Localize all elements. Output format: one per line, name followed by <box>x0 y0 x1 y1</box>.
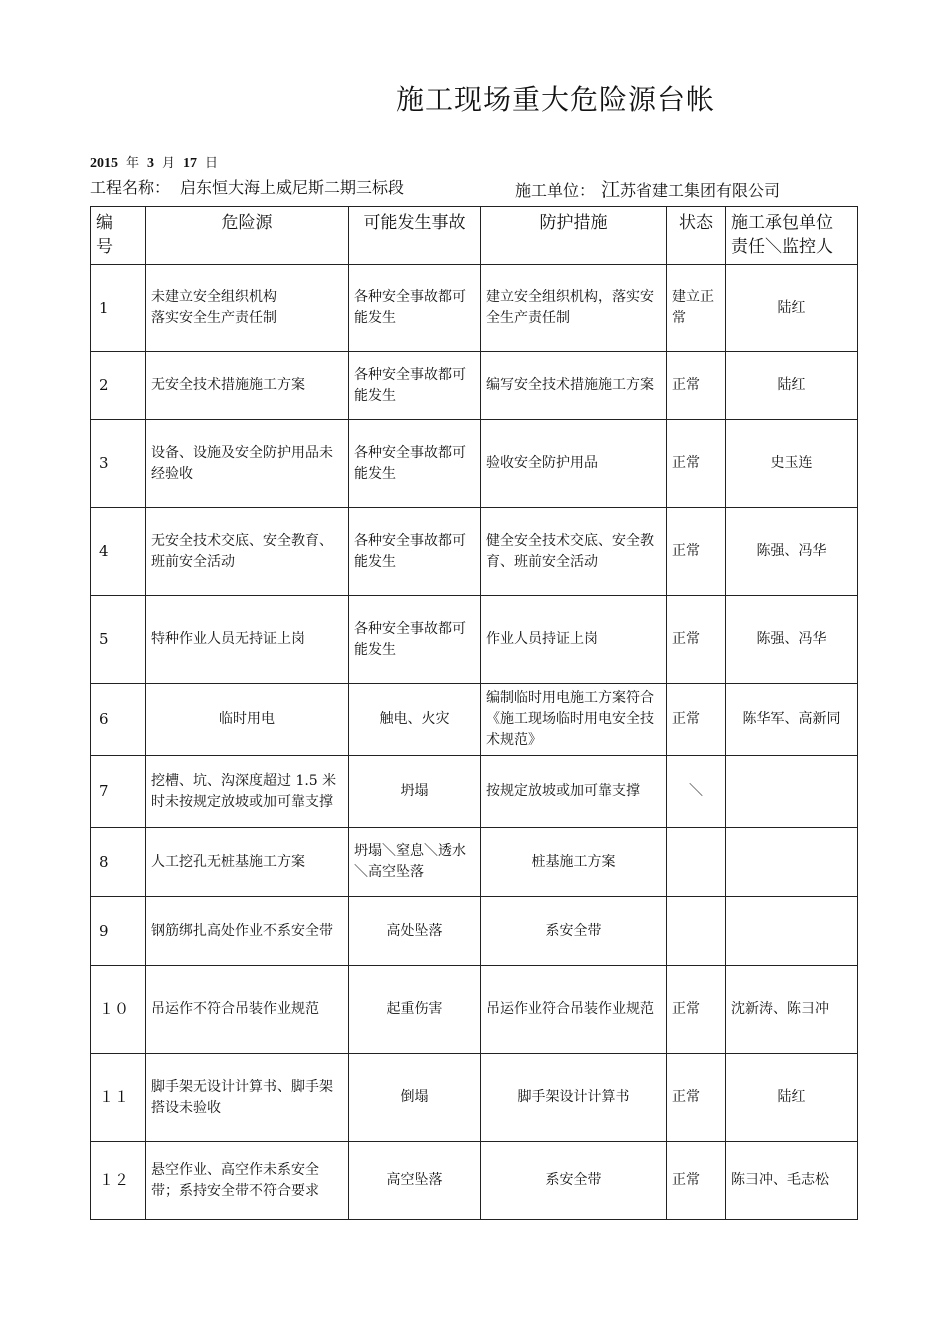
date-year: 2015 <box>90 156 118 171</box>
contractor-label: 施工单位： <box>515 181 596 200</box>
measure-cell: 桩基施工方案 <box>481 828 667 897</box>
row-number: 5 <box>91 596 146 684</box>
table-row <box>91 1054 858 1142</box>
table-row <box>91 756 858 828</box>
header-accident: 可能发生事故 <box>349 207 481 265</box>
header-measure: 防护措施 <box>481 207 667 265</box>
status-cell: 正常 <box>667 420 726 508</box>
row-number: 6 <box>91 684 146 756</box>
measure-cell: 作业人员持证上岗 <box>481 596 667 684</box>
accident-cell: 倒塌 <box>349 1054 481 1142</box>
date-year-label: 年 <box>126 156 140 171</box>
measure-cell: 验收安全防护用品 <box>481 420 667 508</box>
hazard-cell: 设备、设施及安全防护用品未经验收 <box>146 420 349 508</box>
responsible-cell <box>726 897 858 966</box>
accident-cell: 高处坠落 <box>349 897 481 966</box>
hazard-cell: 挖槽、坑、沟深度超过 1.5 米时未按规定放坡或加可靠支撑 <box>146 756 349 828</box>
hazard-cell: 无安全技术交底、安全教育、班前安全活动 <box>146 508 349 596</box>
responsible-cell: 沈新涛、陈彐冲 <box>726 966 858 1054</box>
accident-cell: 各种安全事故都可能发生 <box>349 352 481 420</box>
header-no-line2: 号 <box>96 237 113 257</box>
status-cell: 正常 <box>667 1142 726 1220</box>
responsible-cell: 陈彐冲、毛志松 <box>726 1142 858 1220</box>
status-cell: 正常 <box>667 684 726 756</box>
measure-cell: 建立安全组织机构，落实安全生产责任制 <box>481 265 667 352</box>
project-label: 工程名称： <box>90 178 171 197</box>
row-number: 9 <box>91 897 146 966</box>
status-cell: ＼ <box>667 756 726 828</box>
row-number: 1 <box>91 265 146 352</box>
accident-cell: 各种安全事故都可能发生 <box>349 508 481 596</box>
hazard-cell: 无安全技术措施施工方案 <box>146 352 349 420</box>
hazard-cell: 吊运作不符合吊装作业规范 <box>146 966 349 1054</box>
accident-cell: 各种安全事故都可能发生 <box>349 265 481 352</box>
measure-cell: 编制临时用电施工方案符合《施工现场临时用电安全技术规范》 <box>481 684 667 756</box>
responsible-cell: 陈强、冯华 <box>726 508 858 596</box>
table-row <box>91 966 858 1054</box>
date-month: 3 <box>147 156 155 171</box>
responsible-cell: 陆红 <box>726 265 858 352</box>
measure-cell: 健全安全技术交底、安全教育、班前安全活动 <box>481 508 667 596</box>
measure-cell: 系安全带 <box>481 1142 667 1220</box>
page-title: 施工现场重大危险源台帐 <box>396 83 716 116</box>
responsible-cell: 史玉连 <box>726 420 858 508</box>
accident-cell: 起重伤害 <box>349 966 481 1054</box>
responsible-cell: 陈强、冯华 <box>726 596 858 684</box>
table-row <box>91 265 858 352</box>
date-day-label: 日 <box>205 156 219 171</box>
measure-cell: 系安全带 <box>481 897 667 966</box>
responsible-cell: 陈华军、高新同 <box>726 684 858 756</box>
row-number: １１ <box>91 1054 146 1142</box>
row-number: 2 <box>91 352 146 420</box>
row-number: 7 <box>91 756 146 828</box>
measure-cell: 按规定放坡或加可靠支撑 <box>481 756 667 828</box>
status-cell <box>667 897 726 966</box>
header-row <box>91 207 858 265</box>
status-cell: 正常 <box>667 508 726 596</box>
measure-cell: 吊运作业符合吊装作业规范 <box>481 966 667 1054</box>
header-no-line1: 编 <box>96 213 113 233</box>
measure-cell: 脚手架设计计算书 <box>481 1054 667 1142</box>
row-number: 3 <box>91 420 146 508</box>
status-cell: 正常 <box>667 352 726 420</box>
header-resp-line1: 施工承包单位 <box>731 213 833 233</box>
measure-cell: 编写安全技术措施施工方案 <box>481 352 667 420</box>
responsible-cell <box>726 756 858 828</box>
row-number: １０ <box>91 966 146 1054</box>
table-row <box>91 828 858 897</box>
date-month-label: 月 <box>162 156 176 171</box>
header-hazard: 危险源 <box>146 207 349 265</box>
accident-cell: 各种安全事故都可能发生 <box>349 596 481 684</box>
accident-cell: 坍塌＼窒息＼透水＼高空坠落 <box>349 828 481 897</box>
hazard-cell: 未建立安全组织机构 落实安全生产责任制 <box>146 265 349 352</box>
status-cell: 正常 <box>667 596 726 684</box>
status-cell: 建立正常 <box>667 265 726 352</box>
contractor <box>515 175 780 202</box>
header-no <box>91 207 146 265</box>
accident-cell: 触电、火灾 <box>349 684 481 756</box>
status-cell <box>667 828 726 897</box>
hazard-cell: 悬空作业、高空作未系安全带；系持安全带不符合要求 <box>146 1142 349 1220</box>
status-cell: 正常 <box>667 1054 726 1142</box>
contractor-value-first: 江 <box>601 179 621 201</box>
hazard-cell: 临时用电 <box>146 684 349 756</box>
table-row <box>91 684 858 756</box>
header-resp-line2: 责任＼监控人 <box>731 237 833 257</box>
row-number: １２ <box>91 1142 146 1220</box>
hazard-cell: 人工挖孔无桩基施工方案 <box>146 828 349 897</box>
project-value: 启东恒大海上威尼斯二期三标段 <box>180 178 405 197</box>
table-row <box>91 897 858 966</box>
accident-cell: 高空坠落 <box>349 1142 481 1220</box>
responsible-cell: 陆红 <box>726 352 858 420</box>
project-name <box>90 175 404 198</box>
row-number: 4 <box>91 508 146 596</box>
date-day: 17 <box>183 156 198 171</box>
status-cell: 正常 <box>667 966 726 1054</box>
row-number: 8 <box>91 828 146 897</box>
hazard-cell: 钢筋绑扎高处作业不系安全带 <box>146 897 349 966</box>
accident-cell: 坍塌 <box>349 756 481 828</box>
hazard-table <box>90 206 858 1220</box>
responsible-cell <box>726 828 858 897</box>
table-row <box>91 420 858 508</box>
hazard-cell: 脚手架无设计计算书、脚手架搭设未验收 <box>146 1054 349 1142</box>
date-line <box>90 152 218 172</box>
accident-cell: 各种安全事故都可能发生 <box>349 420 481 508</box>
header-status: 状态 <box>667 207 726 265</box>
responsible-cell: 陆红 <box>726 1054 858 1142</box>
table-row <box>91 508 858 596</box>
header-responsible <box>726 207 858 265</box>
table-row <box>91 352 858 420</box>
table-row <box>91 1142 858 1220</box>
hazard-cell: 特种作业人员无持证上岗 <box>146 596 349 684</box>
contractor-value-rest: 苏省建工集团有限公司 <box>620 181 781 200</box>
table-row <box>91 596 858 684</box>
